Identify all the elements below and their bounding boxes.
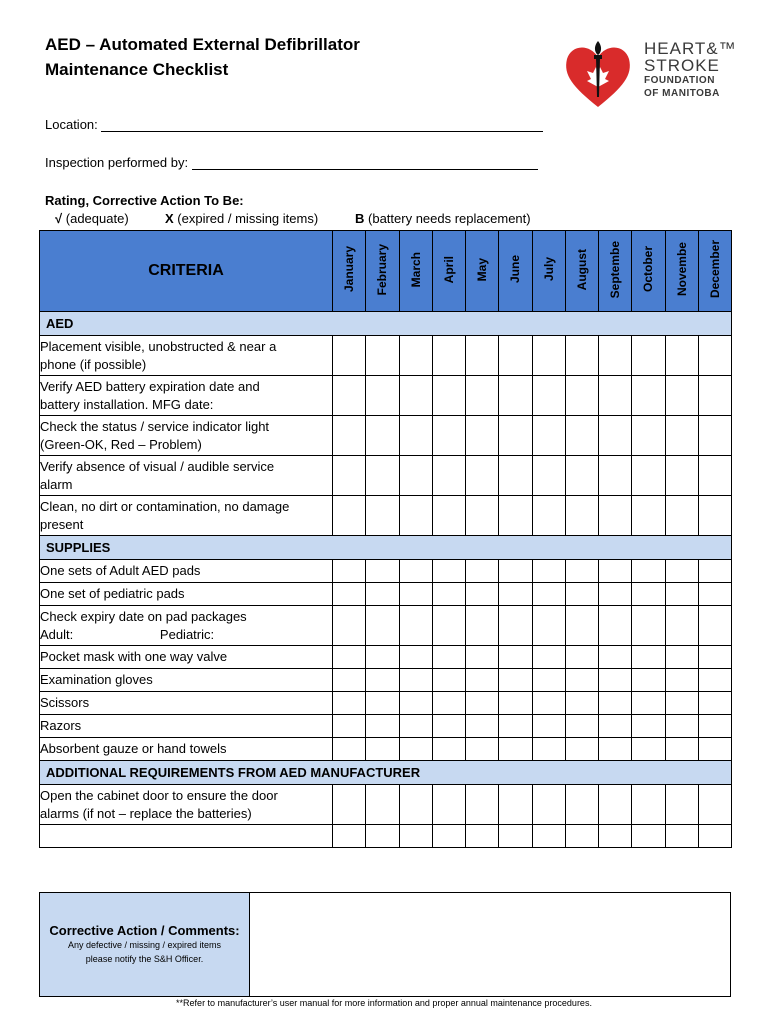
- table-row: [40, 583, 732, 606]
- criteria-cell: [40, 583, 333, 606]
- criteria-text: Check expiry date on pad packages: [40, 608, 247, 624]
- criteria-text: Pocket mask with one way valve: [40, 649, 228, 664]
- rating-cell[interactable]: [599, 785, 632, 825]
- criteria-text: Clean, no dirt or contamination, no damage: [40, 498, 290, 514]
- rating-cell[interactable]: [532, 496, 565, 536]
- rating-cell[interactable]: [599, 583, 632, 606]
- table-row: [40, 646, 732, 669]
- logo-line-4: OF MANITOBA: [644, 88, 720, 99]
- rating-cell[interactable]: [599, 669, 632, 692]
- rating-cell[interactable]: [333, 669, 366, 692]
- month-header: [499, 231, 532, 312]
- criteria-cell: [40, 738, 333, 761]
- logo-wordmark: [644, 40, 737, 100]
- rating-cell[interactable]: [665, 825, 698, 848]
- rating-cell[interactable]: [632, 669, 665, 692]
- rating-cell[interactable]: [399, 336, 432, 376]
- rating-cell[interactable]: [432, 416, 465, 456]
- month-label: March: [408, 251, 423, 288]
- rating-mark: B: [355, 211, 365, 226]
- rating-cell[interactable]: [366, 560, 399, 583]
- location-line[interactable]: [101, 131, 543, 132]
- rating-cell[interactable]: [499, 606, 532, 646]
- rating-cell[interactable]: [565, 646, 598, 669]
- rating-cell[interactable]: [466, 560, 499, 583]
- title-line-1: AED – Automated External Defibrillator: [45, 35, 360, 54]
- rating-cell[interactable]: [599, 738, 632, 761]
- rating-cell[interactable]: [532, 692, 565, 715]
- month-header: [665, 231, 698, 312]
- document-title: [45, 32, 360, 82]
- rating-cell[interactable]: [499, 692, 532, 715]
- rating-cell[interactable]: [532, 785, 565, 825]
- month-label: February: [375, 243, 390, 296]
- section-title: SUPPLIES: [40, 536, 732, 560]
- rating-expired: [165, 211, 318, 226]
- rating-cell[interactable]: [366, 692, 399, 715]
- inspector-label: Inspection performed by:: [45, 155, 189, 170]
- rating-cell[interactable]: [565, 715, 598, 738]
- month-label: Septembe: [608, 240, 623, 299]
- rating-cell[interactable]: [599, 456, 632, 496]
- criteria-text: phone (if possible): [40, 356, 147, 372]
- criteria-text: Examination gloves: [40, 672, 153, 687]
- table-row: [40, 456, 732, 496]
- inspector-line[interactable]: [192, 169, 538, 170]
- criteria-text: One sets of Adult AED pads: [40, 563, 201, 578]
- rating-cell[interactable]: [466, 646, 499, 669]
- month-label: December: [707, 240, 722, 299]
- rating-cell[interactable]: [333, 646, 366, 669]
- rating-cell[interactable]: [698, 496, 731, 536]
- rating-cell[interactable]: [565, 376, 598, 416]
- logo-line-1: HEART&™: [644, 39, 737, 58]
- table-row: [40, 496, 732, 536]
- rating-cell[interactable]: [366, 376, 399, 416]
- rating-cell[interactable]: [499, 715, 532, 738]
- rating-cell[interactable]: [665, 376, 698, 416]
- month-label: August: [574, 248, 589, 291]
- rating-cell[interactable]: [499, 456, 532, 496]
- rating-cell[interactable]: [432, 715, 465, 738]
- rating-mark: X: [165, 211, 174, 226]
- rating-cell[interactable]: [599, 416, 632, 456]
- logo-line-3: FOUNDATION: [644, 75, 715, 86]
- month-header: [333, 231, 366, 312]
- rating-cell[interactable]: [399, 456, 432, 496]
- rating-cell[interactable]: [499, 825, 532, 848]
- criteria-cell: [40, 715, 333, 738]
- rating-cell[interactable]: [333, 715, 366, 738]
- month-label: April: [441, 255, 456, 284]
- corrective-sub-2: please notify the S&H Officer.: [85, 954, 204, 964]
- criteria-cell: [40, 496, 333, 536]
- table-row: [40, 692, 732, 715]
- rating-cell[interactable]: [466, 738, 499, 761]
- rating-cell[interactable]: [665, 416, 698, 456]
- month-header: [565, 231, 598, 312]
- rating-cell[interactable]: [399, 496, 432, 536]
- rating-cell[interactable]: [632, 456, 665, 496]
- rating-cell[interactable]: [466, 416, 499, 456]
- month-header: [599, 231, 632, 312]
- criteria-text: One set of pediatric pads: [40, 586, 185, 601]
- corrective-action-label: [40, 893, 250, 996]
- rating-cell[interactable]: [599, 825, 632, 848]
- rating-mark: √: [55, 211, 63, 226]
- criteria-text: Adult: Pediatric:: [40, 626, 215, 642]
- criteria-text: Absorbent gauze or hand towels: [40, 741, 227, 756]
- criteria-text: Verify AED battery expiration date and: [40, 378, 260, 394]
- heart-torch-icon: [563, 37, 633, 112]
- rating-cell[interactable]: [665, 785, 698, 825]
- month-header: [466, 231, 499, 312]
- rating-cell[interactable]: [366, 456, 399, 496]
- rating-cell[interactable]: [565, 669, 598, 692]
- month-label: Novembe: [674, 242, 689, 297]
- month-header: [399, 231, 432, 312]
- rating-cell[interactable]: [366, 416, 399, 456]
- rating-cell[interactable]: [632, 738, 665, 761]
- rating-cell[interactable]: [333, 692, 366, 715]
- rating-cell[interactable]: [698, 646, 731, 669]
- rating-cell[interactable]: [466, 669, 499, 692]
- criteria-text: Razors: [40, 718, 82, 733]
- table-row: [40, 669, 732, 692]
- rating-cell[interactable]: [632, 785, 665, 825]
- rating-cell[interactable]: [399, 785, 432, 825]
- rating-cell[interactable]: [333, 606, 366, 646]
- rating-cell[interactable]: [499, 785, 532, 825]
- location-label: Location:: [45, 117, 98, 132]
- rating-cell[interactable]: [532, 669, 565, 692]
- rating-cell[interactable]: [333, 785, 366, 825]
- rating-cell[interactable]: [499, 738, 532, 761]
- month-label: July: [541, 257, 556, 282]
- rating-cell[interactable]: [366, 583, 399, 606]
- corrective-action-box: [39, 892, 731, 997]
- rating-cell[interactable]: [432, 376, 465, 416]
- rating-cell[interactable]: [399, 606, 432, 646]
- rating-cell[interactable]: [565, 825, 598, 848]
- comments-area[interactable]: [250, 893, 730, 996]
- rating-cell[interactable]: [333, 456, 366, 496]
- rating-cell[interactable]: [466, 825, 499, 848]
- rating-cell[interactable]: [632, 606, 665, 646]
- rating-text: (adequate): [65, 211, 129, 226]
- month-label: June: [508, 255, 523, 284]
- rating-cell[interactable]: [432, 560, 465, 583]
- corrective-sub-1: Any defective / missing / expired items: [67, 940, 222, 950]
- rating-cell[interactable]: [565, 692, 598, 715]
- corrective-title: Corrective Action / Comments:: [49, 923, 240, 938]
- rating-cell[interactable]: [399, 692, 432, 715]
- rating-cell[interactable]: [532, 416, 565, 456]
- inspector-field[interactable]: [45, 155, 538, 170]
- rating-cell[interactable]: [366, 336, 399, 376]
- rating-cell[interactable]: [698, 606, 731, 646]
- rating-cell[interactable]: [399, 376, 432, 416]
- rating-text: (expired / missing items): [177, 211, 319, 226]
- rating-cell[interactable]: [698, 456, 731, 496]
- rating-cell[interactable]: [366, 715, 399, 738]
- rating-cell[interactable]: [399, 669, 432, 692]
- rating-cell[interactable]: [665, 738, 698, 761]
- criteria-text: Placement visible, unobstructed & near a: [40, 338, 277, 354]
- rating-cell[interactable]: [432, 825, 465, 848]
- criteria-cell: [40, 560, 333, 583]
- rating-cell[interactable]: [466, 715, 499, 738]
- rating-cell[interactable]: [466, 456, 499, 496]
- rating-cell[interactable]: [399, 738, 432, 761]
- table-row: [40, 560, 732, 583]
- criteria-cell: [40, 376, 333, 416]
- rating-cell[interactable]: [532, 646, 565, 669]
- rating-cell[interactable]: [499, 496, 532, 536]
- rating-cell[interactable]: [565, 456, 598, 496]
- rating-cell[interactable]: [698, 669, 731, 692]
- criteria-cell: [40, 825, 333, 848]
- rating-cell[interactable]: [532, 560, 565, 583]
- rating-cell[interactable]: [632, 692, 665, 715]
- rating-cell[interactable]: [499, 646, 532, 669]
- rating-cell[interactable]: [565, 738, 598, 761]
- rating-cell[interactable]: [333, 560, 366, 583]
- rating-cell[interactable]: [466, 376, 499, 416]
- rating-cell[interactable]: [532, 825, 565, 848]
- rating-cell[interactable]: [432, 583, 465, 606]
- month-header: [698, 231, 731, 312]
- rating-cell[interactable]: [698, 692, 731, 715]
- table-row: [40, 785, 732, 825]
- rating-cell[interactable]: [599, 692, 632, 715]
- rating-cell[interactable]: [632, 715, 665, 738]
- rating-cell[interactable]: [532, 715, 565, 738]
- rating-cell[interactable]: [333, 583, 366, 606]
- rating-cell[interactable]: [399, 715, 432, 738]
- rating-cell[interactable]: [599, 560, 632, 583]
- rating-cell[interactable]: [532, 583, 565, 606]
- rating-cell[interactable]: [599, 376, 632, 416]
- criteria-cell: [40, 646, 333, 669]
- rating-adequate: [55, 211, 129, 226]
- month-header: [366, 231, 399, 312]
- rating-cell[interactable]: [565, 606, 598, 646]
- table-row: [40, 825, 732, 848]
- criteria-text: Check the status / service indicator light: [40, 418, 270, 434]
- rating-cell[interactable]: [632, 496, 665, 536]
- month-header: [632, 231, 665, 312]
- table-row: [40, 376, 732, 416]
- rating-cell[interactable]: [599, 336, 632, 376]
- rating-cell[interactable]: [366, 825, 399, 848]
- rating-cell[interactable]: [399, 416, 432, 456]
- rating-cell[interactable]: [432, 646, 465, 669]
- section-row: [40, 536, 732, 560]
- rating-cell[interactable]: [665, 456, 698, 496]
- criteria-cell: [40, 692, 333, 715]
- rating-cell[interactable]: [632, 416, 665, 456]
- table-row: [40, 715, 732, 738]
- rating-cell[interactable]: [399, 825, 432, 848]
- rating-cell[interactable]: [665, 560, 698, 583]
- logo-line-2: STROKE: [644, 56, 720, 75]
- criteria-cell: [40, 416, 333, 456]
- month-label: January: [342, 246, 357, 293]
- rating-cell[interactable]: [366, 646, 399, 669]
- rating-title: Rating, Corrective Action To Be:: [45, 193, 244, 208]
- month-header: [432, 231, 465, 312]
- rating-cell[interactable]: [399, 560, 432, 583]
- rating-cell[interactable]: [632, 583, 665, 606]
- rating-cell[interactable]: [366, 785, 399, 825]
- criteria-text: alarms (if not – replace the batteries): [40, 805, 252, 821]
- criteria-text: present: [40, 516, 84, 532]
- rating-cell[interactable]: [499, 669, 532, 692]
- rating-cell[interactable]: [599, 496, 632, 536]
- rating-cell[interactable]: [466, 692, 499, 715]
- rating-cell[interactable]: [532, 376, 565, 416]
- rating-cell[interactable]: [698, 583, 731, 606]
- criteria-text: (Green-OK, Red – Problem): [40, 436, 202, 452]
- title-line-2: Maintenance Checklist: [45, 60, 229, 79]
- rating-cell[interactable]: [333, 738, 366, 761]
- rating-cell[interactable]: [665, 583, 698, 606]
- rating-cell[interactable]: [333, 416, 366, 456]
- month-label: October: [641, 246, 656, 293]
- rating-cell[interactable]: [599, 646, 632, 669]
- rating-cell[interactable]: [665, 496, 698, 536]
- table-row: [40, 606, 732, 646]
- table-row: [40, 336, 732, 376]
- rating-cell[interactable]: [532, 606, 565, 646]
- criteria-cell: [40, 606, 333, 646]
- rating-text: (battery needs replacement): [368, 211, 531, 226]
- rating-cell[interactable]: [665, 606, 698, 646]
- rating-cell[interactable]: [432, 456, 465, 496]
- rating-cell[interactable]: [333, 376, 366, 416]
- rating-cell[interactable]: [632, 646, 665, 669]
- month-header: [532, 231, 565, 312]
- rating-cell[interactable]: [432, 606, 465, 646]
- month-label: May: [475, 257, 490, 282]
- footnote: **Refer to manufacturer’s user manual for more information and proper annual maintenance procedures.: [176, 998, 592, 1008]
- section-title: AED: [40, 312, 732, 336]
- rating-cell[interactable]: [466, 785, 499, 825]
- rating-cell[interactable]: [366, 606, 399, 646]
- criteria-text: Verify absence of visual / audible service: [40, 458, 275, 474]
- checklist-table: [39, 230, 732, 848]
- rating-cell[interactable]: [532, 336, 565, 376]
- rating-cell[interactable]: [565, 560, 598, 583]
- section-row: [40, 761, 732, 785]
- table-row: [40, 416, 732, 456]
- rating-cell[interactable]: [366, 496, 399, 536]
- rating-cell[interactable]: [532, 738, 565, 761]
- rating-cell[interactable]: [432, 669, 465, 692]
- rating-cell[interactable]: [466, 336, 499, 376]
- rating-cell[interactable]: [665, 715, 698, 738]
- rating-cell[interactable]: [698, 785, 731, 825]
- rating-cell[interactable]: [333, 336, 366, 376]
- location-field[interactable]: [45, 117, 543, 132]
- rating-cell[interactable]: [432, 692, 465, 715]
- rating-cell[interactable]: [698, 376, 731, 416]
- rating-cell[interactable]: [698, 416, 731, 456]
- rating-cell[interactable]: [432, 496, 465, 536]
- rating-cell[interactable]: [632, 560, 665, 583]
- rating-cell[interactable]: [632, 825, 665, 848]
- rating-cell[interactable]: [366, 738, 399, 761]
- rating-battery: [355, 211, 531, 226]
- section-row: [40, 312, 732, 336]
- rating-cell[interactable]: [665, 336, 698, 376]
- rating-cell[interactable]: [665, 669, 698, 692]
- rating-cell[interactable]: [565, 336, 598, 376]
- criteria-cell: [40, 456, 333, 496]
- rating-cell[interactable]: [632, 376, 665, 416]
- rating-cell[interactable]: [399, 583, 432, 606]
- rating-cell[interactable]: [466, 606, 499, 646]
- rating-cell[interactable]: [665, 646, 698, 669]
- rating-cell[interactable]: [432, 336, 465, 376]
- rating-cell[interactable]: [698, 336, 731, 376]
- rating-cell[interactable]: [466, 496, 499, 536]
- rating-cell[interactable]: [565, 785, 598, 825]
- rating-cell[interactable]: [698, 715, 731, 738]
- rating-cell[interactable]: [698, 738, 731, 761]
- rating-cell[interactable]: [565, 583, 598, 606]
- rating-cell[interactable]: [665, 692, 698, 715]
- criteria-text: battery installation. MFG date:: [40, 396, 214, 412]
- criteria-text: alarm: [40, 476, 73, 492]
- rating-cell[interactable]: [432, 738, 465, 761]
- criteria-cell: [40, 336, 333, 376]
- rating-cell[interactable]: [698, 825, 731, 848]
- rating-cell[interactable]: [499, 416, 532, 456]
- rating-cell[interactable]: [532, 456, 565, 496]
- rating-cell[interactable]: [333, 496, 366, 536]
- rating-cell[interactable]: [599, 606, 632, 646]
- rating-cell[interactable]: [565, 416, 598, 456]
- rating-cell[interactable]: [698, 560, 731, 583]
- rating-cell[interactable]: [366, 669, 399, 692]
- section-title: ADDITIONAL REQUIREMENTS FROM AED MANUFACTURER: [40, 761, 732, 785]
- table-row: [40, 738, 732, 761]
- rating-cell[interactable]: [399, 646, 432, 669]
- rating-cell[interactable]: [499, 560, 532, 583]
- criteria-text: Open the cabinet door to ensure the door: [40, 787, 278, 803]
- rating-cell[interactable]: [599, 715, 632, 738]
- rating-cell[interactable]: [432, 785, 465, 825]
- criteria-header: CRITERIA: [40, 231, 333, 312]
- rating-cell[interactable]: [565, 496, 598, 536]
- rating-cell[interactable]: [499, 376, 532, 416]
- rating-cell[interactable]: [499, 583, 532, 606]
- criteria-text: Scissors: [40, 695, 90, 710]
- rating-cell[interactable]: [499, 336, 532, 376]
- rating-cell[interactable]: [333, 825, 366, 848]
- rating-cell[interactable]: [632, 336, 665, 376]
- rating-cell[interactable]: [466, 583, 499, 606]
- criteria-cell: [40, 669, 333, 692]
- criteria-cell: [40, 785, 333, 825]
